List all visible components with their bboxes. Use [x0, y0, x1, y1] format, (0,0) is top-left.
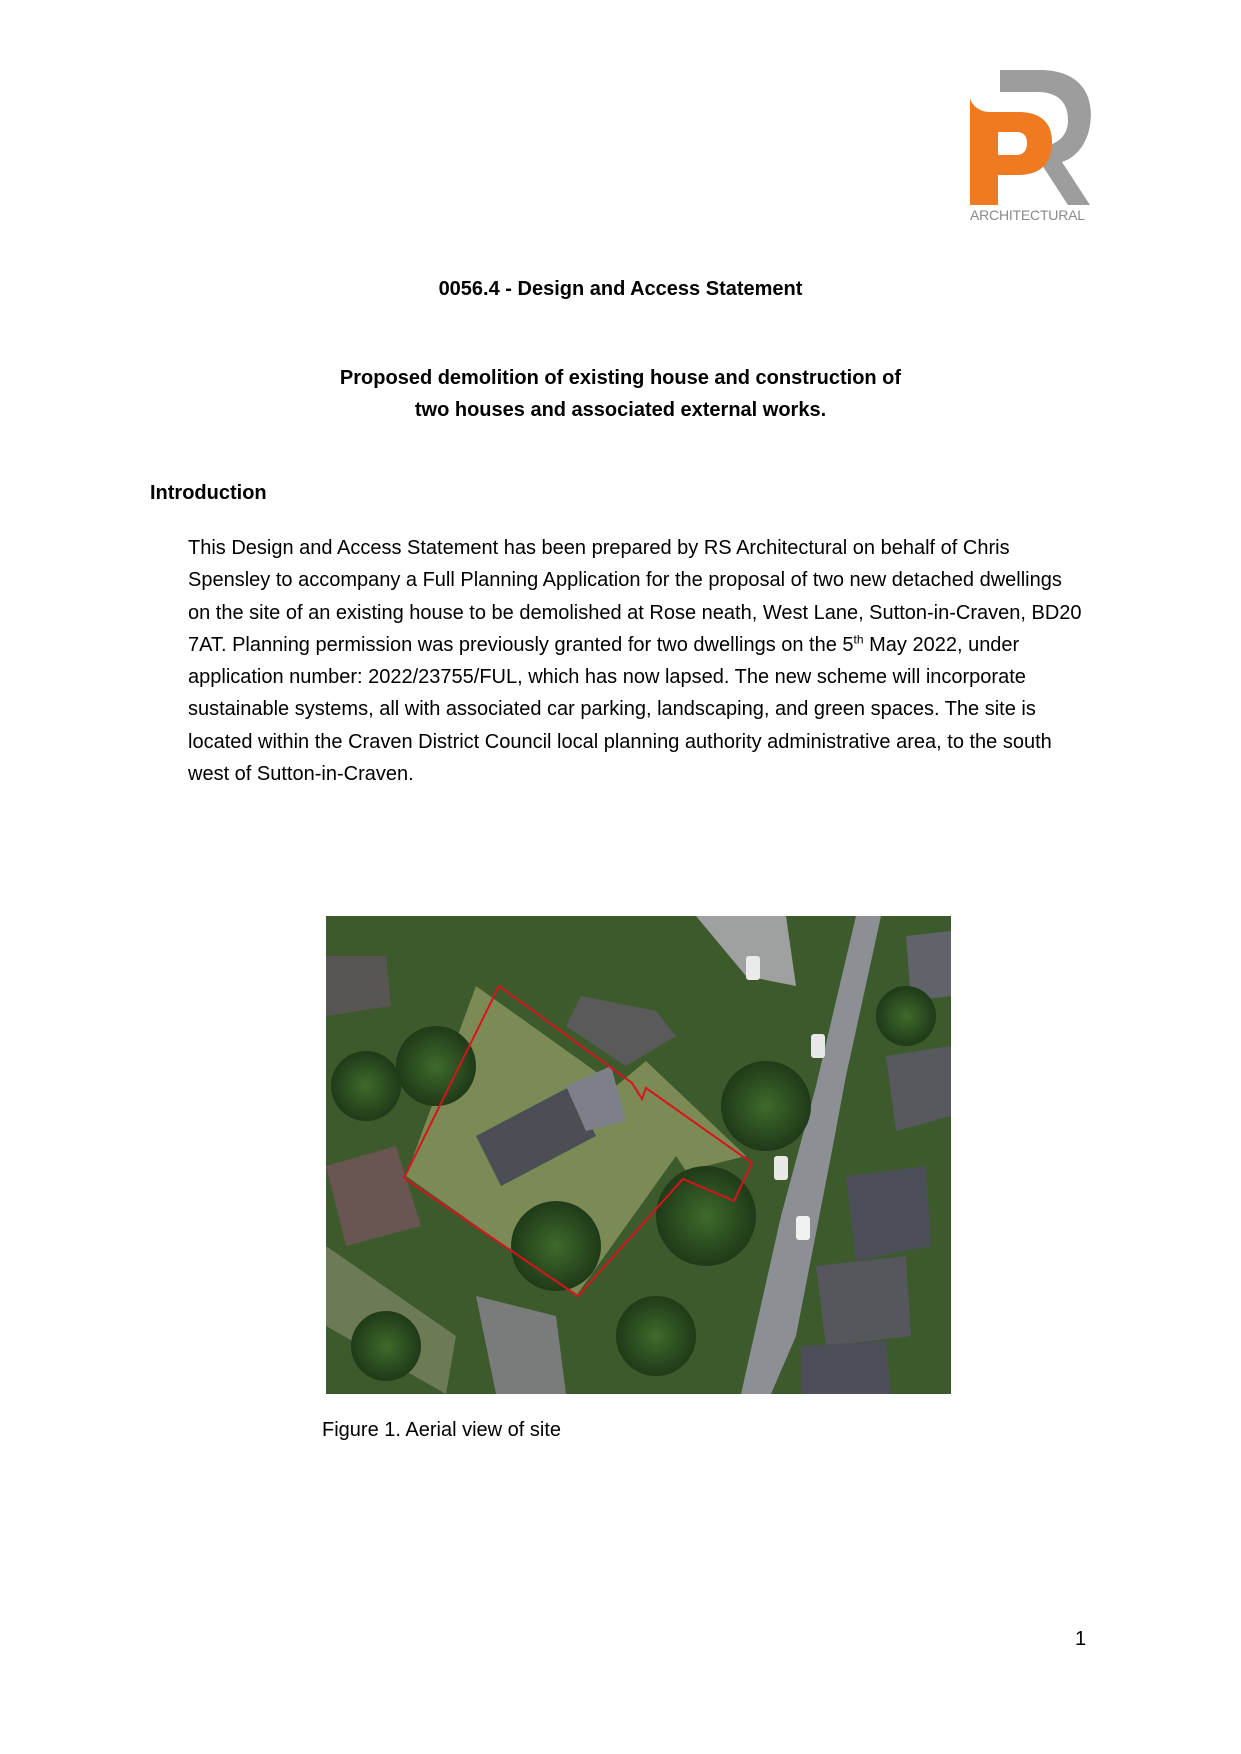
subtitle-line-2: two houses and associated external works.	[414, 399, 827, 421]
figure-caption: Figure 1. Aerial view of site	[322, 1419, 561, 1441]
document-subtitle	[0, 362, 1241, 426]
page-number: 1	[1075, 1628, 1087, 1650]
logo-wordmark: ARCHITECTURAL	[970, 207, 1085, 223]
introduction-paragraph	[188, 532, 1088, 790]
paragraph-text-part-2: May 2022, under application number: 2022/23755/FUL, which has now lapsed. The new scheme will incorporate sustainable systems, all with associated car parking, landscaping, and green spaces. The site is located within the Craven District Council local planning authority administrative area, to the south west of Sutton-in-Craven.	[188, 633, 1052, 786]
aerial-site-photo	[326, 916, 951, 1394]
rs-architectural-logo	[970, 70, 1095, 230]
document-title: 0056.4 - Design and Access Statement	[438, 278, 803, 300]
ordinal-superscript: th	[853, 632, 864, 647]
paragraph-text-part-1: This Design and Access Statement has been prepared by RS Architectural on behalf of Chris Spensley to accompany a Full Planning Application for the proposal of two new detached dwellings on the site of an existing house to be demolished at Rose neath, West Lane, Sutton-in-Craven, BD20 7AT. Planning permission was previously granted for two dwellings on the 5	[188, 537, 1082, 656]
subtitle-line-1: Proposed demolition of existing house and construction of	[339, 367, 902, 389]
section-heading-introduction: Introduction	[150, 482, 267, 504]
